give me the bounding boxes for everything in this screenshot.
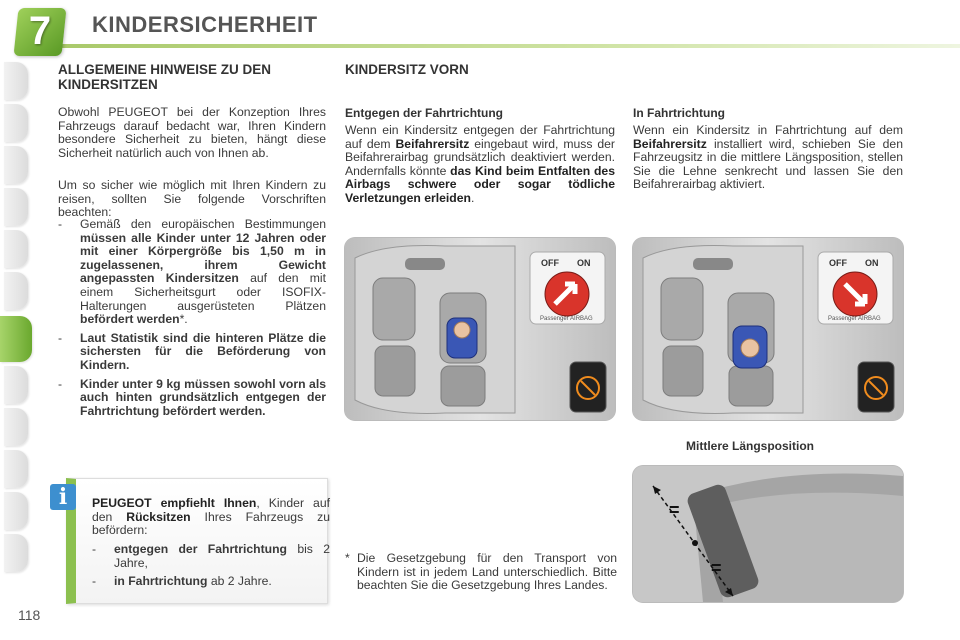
chapter-tab[interactable] [4, 146, 28, 184]
rear-facing-title: Entgegen der Fahrtrichtung [345, 106, 504, 120]
chapter-tab[interactable] [4, 534, 28, 572]
chapter-number: 7 [28, 9, 52, 53]
svg-text:Passenger AIRBAG: Passenger AIRBAG [828, 316, 881, 322]
svg-text:ON: ON [577, 258, 591, 268]
forward-facing-title: In Fahrtrichtung [633, 106, 725, 120]
footnote-star: * [345, 551, 350, 565]
section-heading-general: ALLGEMEINE HINWEISE ZU DEN KINDERSITZEN [58, 62, 272, 92]
figure-caption-middle-position: Mittlere Längsposition [686, 439, 815, 453]
intro-paragraph-1: Obwohl PEUGEOT bei der Konzeption Ihres Fahrzeugs darauf bedacht war, Ihren Kindern besondere Sicherheit zu bieten, hängt diese Sicherheit natürlich auch von Ihnen ab. [58, 105, 326, 160]
chapter-tab[interactable] [4, 272, 28, 310]
rule-item: - Gemäß den europäischen Bestimmungen müssen alle Kinder unter 12 Jahren oder mit einer Körpergröße bis 1,50 m in zugelassenen, ihrem Gewicht angepassten Kindersitzen auf den mit einem Sicherheitsgurt oder ISOFIX-Halterungen ausgerüsteten Plätzen befördert werden*. [58, 217, 327, 327]
info-icon: i [50, 484, 76, 510]
svg-text:=: = [669, 500, 680, 520]
chapter-tab[interactable] [4, 188, 28, 226]
info-intro: PEUGEOT empfiehlt Ihnen, Kinder auf den Rücksitzen Ihres Fahrzeugs zu befördern: [92, 496, 330, 538]
figure-rear-facing-seat [345, 238, 615, 420]
svg-text:Passenger AIRBAG: Passenger AIRBAG [540, 316, 593, 322]
figure-seat-rail [633, 466, 903, 602]
chapter-title: KINDERSICHERHEIT [92, 12, 318, 37]
chapter-tab[interactable] [4, 104, 28, 142]
section-heading-front: KINDERSITZ VORN [345, 62, 469, 77]
chapter-tab[interactable] [4, 230, 28, 268]
rear-facing-paragraph: Wenn ein Kindersitz entgegen der Fahrtrichtung auf dem Beifahrersitz eingebaut wird, muss der Beifahrerairbag grundsätzlich deaktiviert werden. Andernfalls könnte das Kind beim Entfalten des Airbags schwere oder sogar tödliche Verletzungen erleiden. [345, 123, 615, 205]
chapter-tab[interactable] [4, 492, 28, 530]
svg-text:OFF: OFF [541, 258, 559, 268]
svg-text:ON: ON [865, 258, 879, 268]
rule-item: - Laut Statistik sind die hinteren Plätze die sichersten für die Beförderung von Kindern. [58, 330, 326, 372]
rules-list [58, 218, 326, 423]
info-list [92, 543, 330, 594]
chapter-tab[interactable] [4, 62, 28, 100]
svg-text:OFF: OFF [829, 258, 847, 268]
page-number: 118 [18, 607, 41, 623]
rule-item: - Kinder unter 9 kg müssen sowohl vorn als auch hinten grundsätzlich entgegen der Fahrtrichtung befördert werden. [58, 376, 326, 418]
chapter-tab-strip [0, 62, 30, 577]
info-box [66, 478, 328, 604]
svg-text:=: = [711, 558, 722, 578]
chapter-tab[interactable] [4, 408, 28, 446]
info-item: - in Fahrtrichtung ab 2 Jahre. [92, 574, 272, 589]
figure-forward-facing-seat [633, 238, 903, 420]
header-rule [60, 44, 960, 48]
intro-paragraph-2: Um so sicher wie möglich mit Ihren Kindern zu reisen, sollten Sie folgende Vorschriften beachten: [58, 178, 326, 220]
forward-facing-paragraph: Wenn ein Kindersitz in Fahrtrichtung auf dem Beifahrersitz installiert wird, schieben Sie den Fahrzeugsitz in die mittlere Längsposition, stellen Sie die Lehne senkrecht und lassen Sie den Beifahrerairbag aktiviert. [633, 123, 903, 192]
chapter-tab[interactable] [4, 366, 28, 404]
footnote: * Die Gesetzgebung für den Transport von Kindern ist in jedem Land unterschiedlich. Bitte beachten Sie die Gesetzgebung Ihres Landes. [345, 551, 617, 593]
info-item: - entgegen der Fahrtrichtung bis 2 Jahre, [92, 542, 330, 570]
chapter-tab-active[interactable] [0, 316, 32, 362]
chapter-tab[interactable] [4, 450, 28, 488]
